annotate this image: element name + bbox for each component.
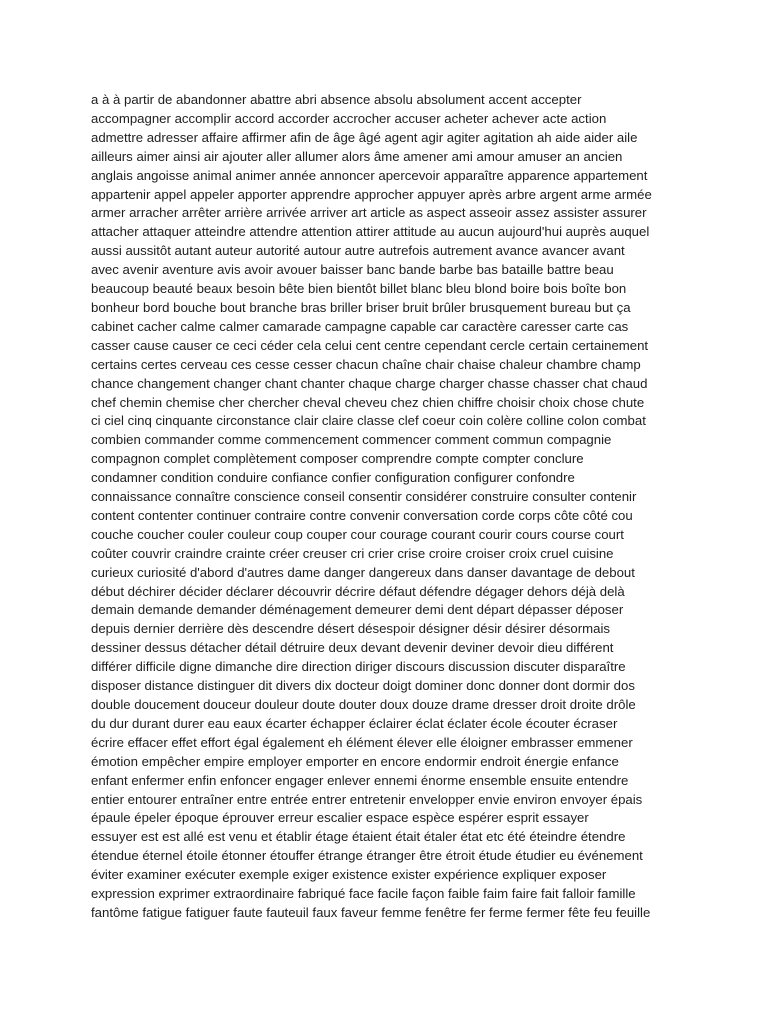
text-line: début déchirer décider déclarer découvrir décrire défaut défendre dégager dehors déjà delà — [91, 583, 625, 599]
text-line: essuyer est est allé est venu et établir étage étaient était étaler état etc été éteindre étendre — [91, 829, 626, 845]
text-line: fantôme fatigue fatiguer faute fauteuil faux faveur femme fenêtre fer ferme fermer fête feu feuille — [91, 904, 651, 920]
text-line: éviter examiner exécuter exemple exiger existence exister expérience expliquer exposer — [91, 867, 607, 883]
text-line: content contenter continuer contraire contre convenir conversation corde corps côte côté cou — [91, 507, 633, 523]
text-line: épaule épeler époque éprouver erreur escalier espace espèce espérer esprit essayer — [91, 810, 589, 826]
text-line: admettre adresser affaire affirmer afin de âge âgé agent agir agiter agitation ah aide aider aile — [91, 129, 638, 145]
text-line: a à à partir de abandonner abattre abri absence absolu absolument accent accepter — [91, 92, 582, 107]
text-line: connaissance connaître conscience conseil consentir considérer construire consulter contenir — [91, 489, 637, 505]
text-line: combien commander comme commencement commencer comment commun compagnie — [91, 432, 612, 448]
text-line: bonheur bord bouche bout branche bras briller briser bruit brûler brusquement bureau but ça — [91, 299, 631, 315]
text-line: condamner condition conduire confiance confier configuration configurer confondre — [91, 470, 575, 486]
text-line: cabinet cacher calme calmer camarade campagne capable car caractère caresser carte cas — [91, 318, 629, 334]
text-line: casser cause causer ce ceci céder cela celui cent centre cependant cercle certain certainement — [91, 337, 649, 353]
text-line: curieux curiosité d'abord d'autres dame danger dangereux dans danser davantage de debout — [91, 564, 635, 580]
text-line: émotion empêcher empire employer emporter en encore endormir endroit énergie enfance — [91, 753, 619, 769]
text-line: ailleurs aimer ainsi air ajouter aller allumer alors âme amener ami amour amuser an ancien — [91, 148, 623, 164]
text-line: double doucement douceur douleur doute douter doux douze drame dresser droit droite drôle — [91, 697, 636, 712]
text-line: différer difficile digne dimanche dire direction diriger discours discussion discuter disparaître — [91, 659, 626, 675]
text-line: compagnon complet complètement composer comprendre compte compter conclure — [91, 451, 584, 467]
text-line: expression exprimer extraordinaire fabriqué face facile façon faible faim faire fait falloir famille — [91, 886, 636, 902]
text-line: chance changement changer chant chanter chaque charge charger chasse chasser chat chaud — [91, 375, 648, 391]
text-line: entier entourer entraîner entre entrée entrer entretenir envelopper envie environ envoyer épais — [91, 791, 643, 807]
text-line: écrire effacer effet effort égal également eh élément élever elle éloigner embrasser emmener — [91, 734, 633, 750]
text-line: chef chemin chemise cher chercher cheval cheveu chez chien chiffre choisir choix chose chute — [91, 394, 645, 410]
text-line: appartenir appel appeler apporter apprendre approcher appuyer après arbre argent arme armée — [91, 186, 652, 202]
text-line: coûter couvrir craindre crainte créer creuser cri crier crise croire croiser croix cruel cuisine — [91, 545, 614, 561]
text-line: dessiner dessus détacher détail détruire deux devant devenir deviner devoir dieu différent — [91, 640, 614, 656]
text-line: couche coucher couler couleur coup couper cour courage courant courir cours course court — [91, 526, 624, 542]
text-line: ci ciel cinq cinquante circonstance clair claire classe clef coeur coin colère colline colon combat — [91, 413, 646, 429]
text-line: anglais angoisse animal animer année annoncer apercevoir apparaître apparence appartement — [91, 167, 648, 183]
text-line: du dur durant durer eau eaux écarter échapper éclairer éclat éclater école écouter écraser — [91, 715, 618, 731]
text-line: demain demande demander déménagement demeurer demi dent départ dépasser déposer — [91, 602, 624, 618]
text-line: aussi aussitôt autant auteur autorité autour autre autrefois autrement avance avancer avant — [91, 243, 625, 259]
text-line: avec avenir aventure avis avoir avouer baisser banc bande barbe bas bataille battre beau — [91, 262, 614, 278]
text-line: enfant enfermer enfin enfoncer engager enlever ennemi énorme ensemble ensuite entendre — [91, 772, 629, 788]
text-line: accompagner accomplir accord accorder accrocher accuser acheter achever acte action — [91, 110, 607, 126]
text-line: attacher attaquer atteindre attendre attention attirer attitude au aucun aujourd'hui auprès auquel — [91, 224, 650, 240]
text-line: depuis dernier derrière dès descendre désert désespoir désigner désir désirer désormais — [91, 621, 610, 637]
text-line: disposer distance distinguer dit divers dix docteur doigt dominer donc donner dont dormir dos — [91, 678, 635, 694]
word-list-paragraph — [91, 91, 691, 923]
text-line: certains certes cerveau ces cesse cesser chacun chaîne chair chaise chaleur chambre champ — [91, 356, 641, 372]
text-line: étendue éternel étoile étonner étouffer étrange étranger être étroit étude étudier eu événement — [91, 848, 643, 864]
text-line: beaucoup beauté beaux besoin bête bien bientôt billet blanc bleu blond boire bois boîte bon — [91, 281, 627, 297]
text-line: armer arracher arrêter arrière arrivée arriver art article as aspect asseoir assez assister assurer — [91, 205, 647, 221]
